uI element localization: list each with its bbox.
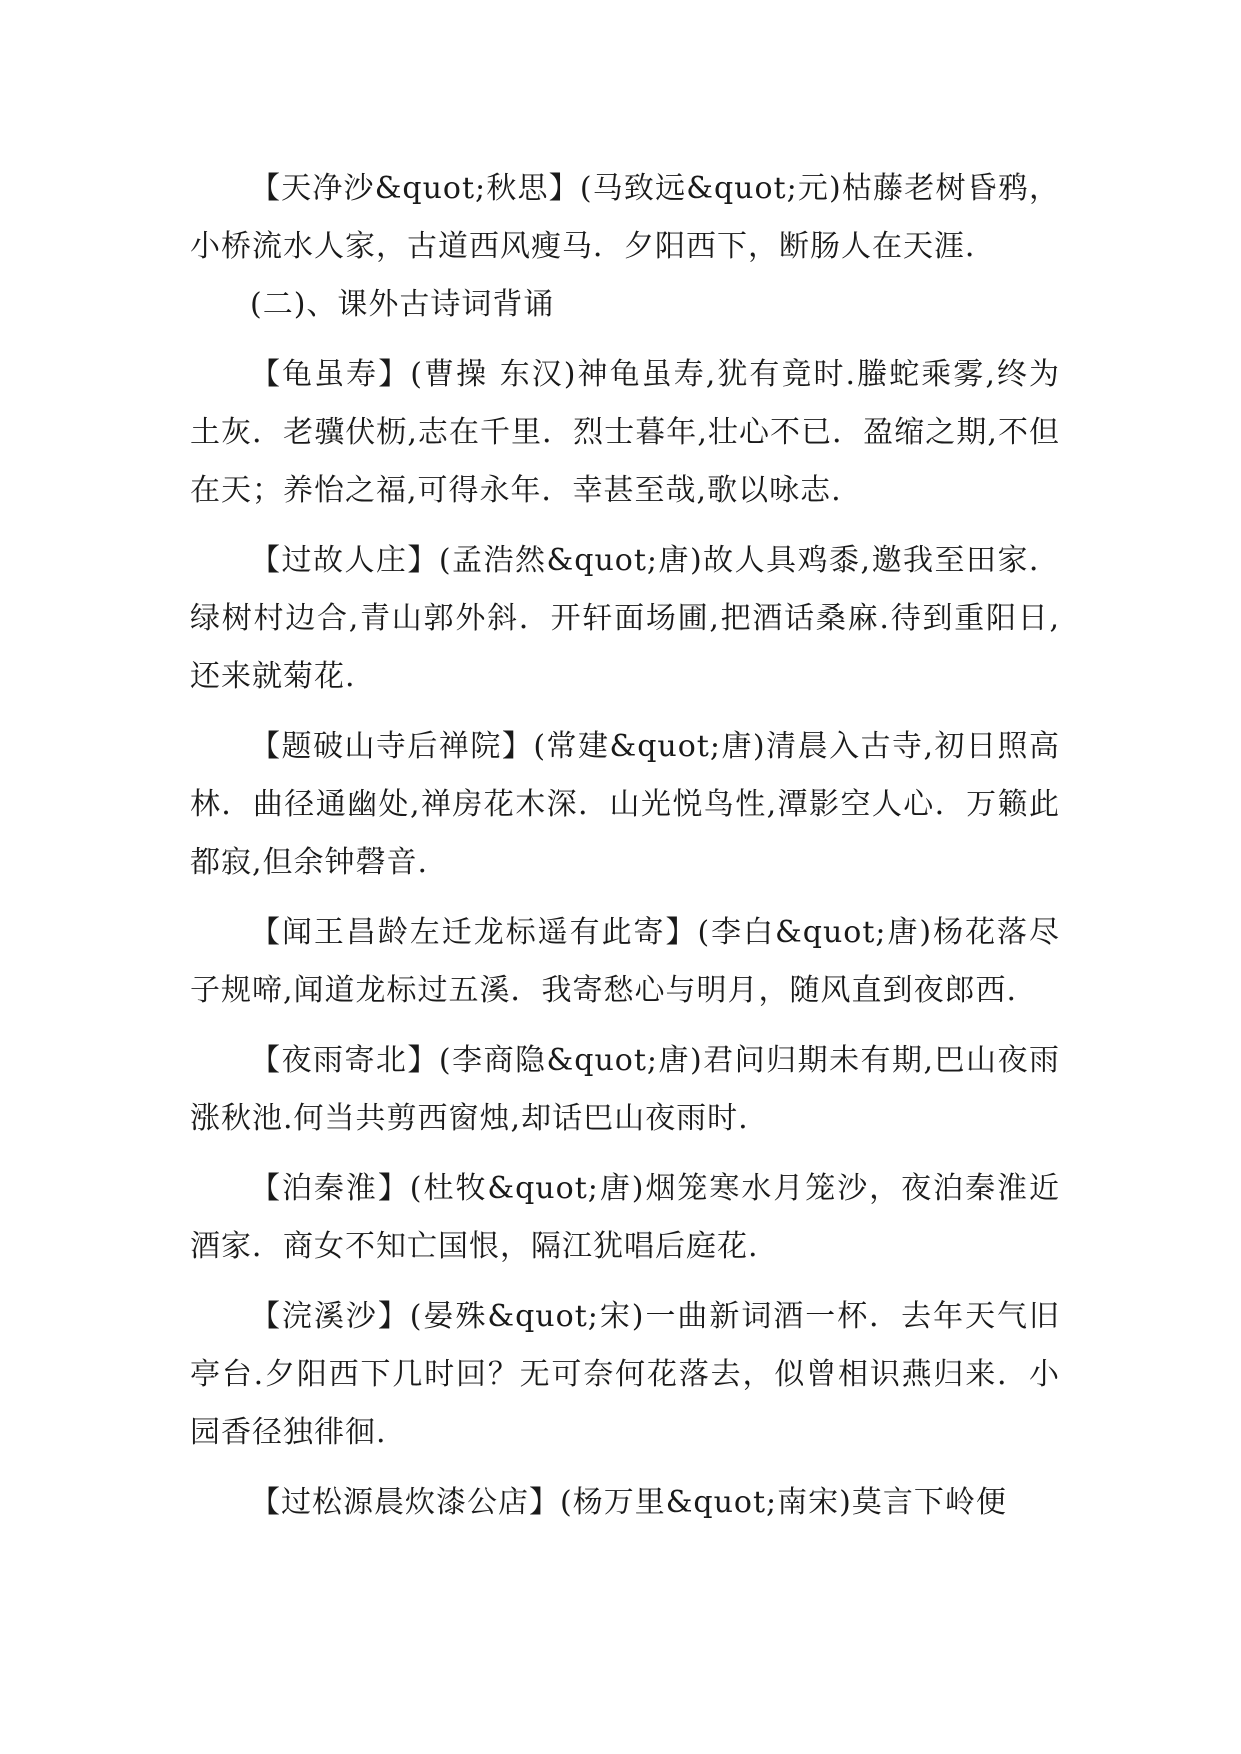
paragraph-tiposhansi: 【题破山寺后禅院】(常建&quot;唐)清晨入古寺,初日照高林．曲径通幽处,禅房花木深．山光悦鸟性,潭影空人心．万籁此都寂,但余钟磬音. (190, 729, 1060, 880)
paragraph-huanxisha: 【浣溪沙】(晏殊&quot;宋)一曲新词酒一杯．去年天气旧亭台.夕阳西下几时回？无可奈何花落去，似曾相识燕归来．小园香径独徘徊. (190, 1299, 1060, 1450)
paragraph-yeyujibei: 【夜雨寄北】(李商隐&quot;唐)君问归期未有期,巴山夜雨涨秋池.何当共剪西窗烛,却话巴山夜雨时. (190, 1043, 1060, 1136)
paragraph-guisuishou: 【龟虽寿】(曹操 东汉)神龟虽寿,犹有竟时.螣蛇乘雾,终为土灰．老骥伏枥,志在千里．烈士暮年,壮心不已．盈缩之期,不但在天；养怡之福,可得永年．幸甚至哉,歌以咏志. (190, 357, 1060, 508)
paragraph-guogurenzhuang: 【过故人庄】(孟浩然&quot;唐)故人具鸡黍,邀我至田家．绿树村边合,青山郭外斜．开轩面场圃,把酒话桑麻.待到重阳日,还来就菊花. (190, 543, 1060, 694)
document-body (190, 160, 1060, 1532)
paragraph-boqinhuai: 【泊秦淮】(杜牧&quot;唐)烟笼寒水月笼沙，夜泊秦淮近酒家．商女不知亡国恨，隔江犹唱后庭花. (190, 1171, 1060, 1264)
paragraph-guosongyuan: 【过松源晨炊漆公店】(杨万里&quot;南宋)莫言下岭便 (250, 1485, 1007, 1520)
section-heading-extracurricular: (二)、课外古诗词背诵 (250, 287, 555, 322)
paragraph-wenwangchangling: 【闻王昌龄左迁龙标遥有此寄】(李白&quot;唐)杨花落尽子规啼,闻道龙标过五溪．我寄愁心与明月，随风直到夜郎西. (190, 915, 1060, 1008)
paragraph-tianjingsha: 【天净沙&quot;秋思】(马致远&quot;元)枯藤老树昏鸦，小桥流水人家，古道西风瘦马．夕阳西下，断肠人在天涯． (190, 171, 1060, 264)
